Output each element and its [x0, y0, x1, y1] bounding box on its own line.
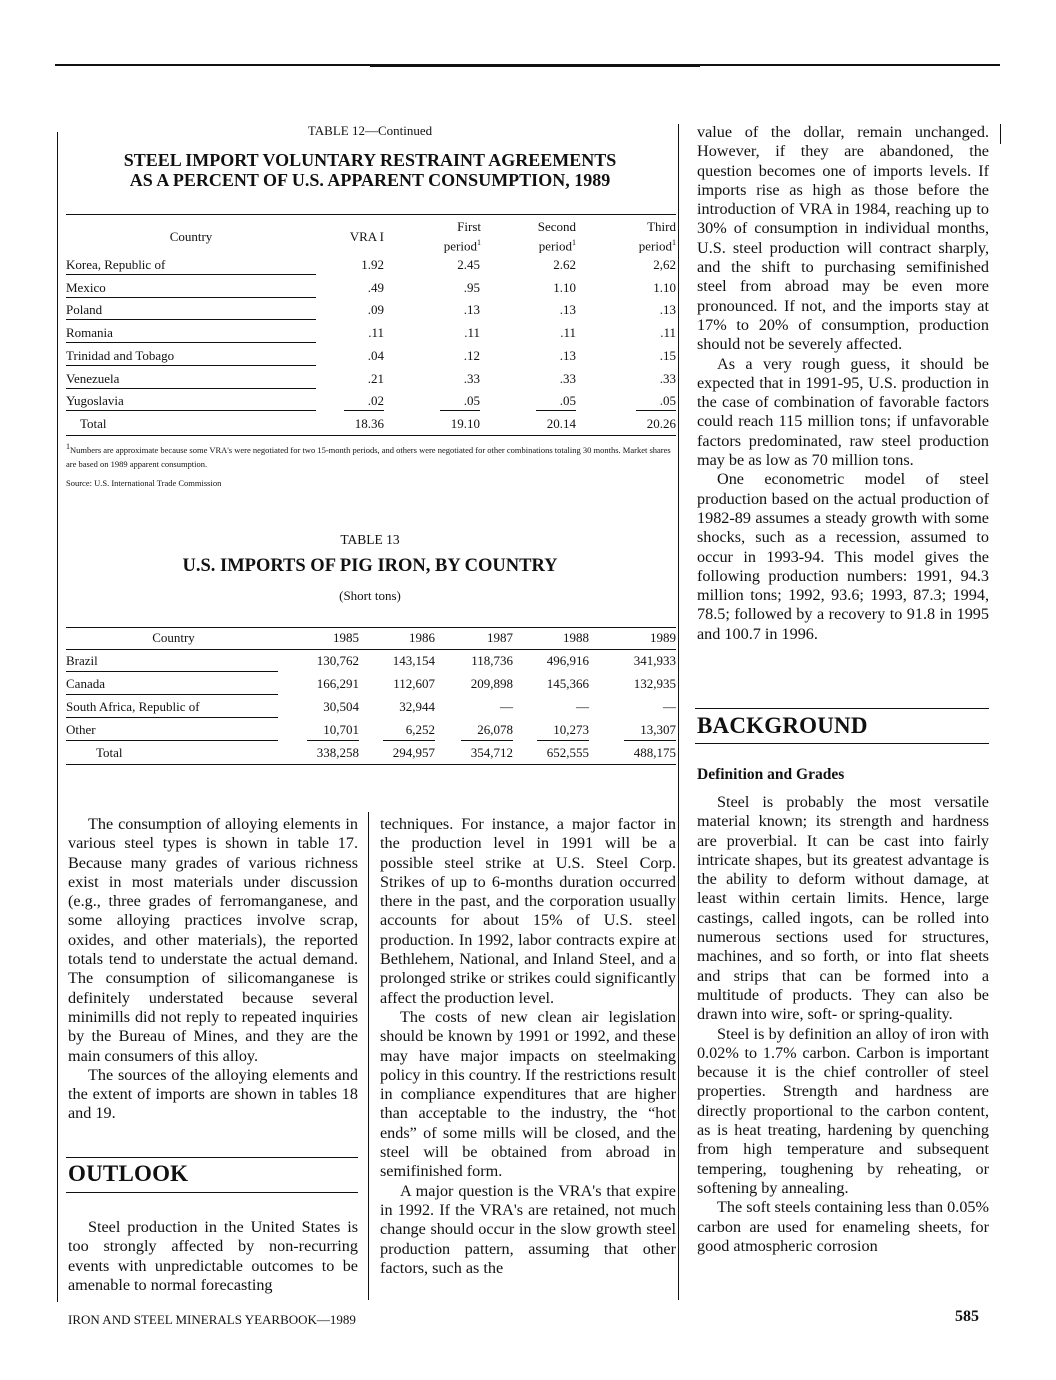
left-column-top [68, 815, 358, 1124]
table12-row [66, 280, 676, 298]
table13-cell-value: 30,504 [323, 699, 359, 714]
table12-row-underline [66, 342, 316, 343]
table13-subtotal-rule [624, 740, 676, 741]
outlook-rule-top [66, 1157, 358, 1158]
table12-header-first: First period$^1$ [443, 219, 481, 254]
table12-cell-third: .33 [659, 370, 676, 386]
table13-top-rule [66, 627, 676, 628]
table12-cell-first: .05 [463, 393, 480, 409]
table12-total-label: Total [80, 416, 107, 431]
table12-cell-third: .15 [659, 347, 676, 363]
table12-row-underline [66, 365, 316, 366]
table12-subtotal-rule [344, 410, 384, 411]
table13-cell-value: 145,366 [546, 676, 589, 691]
table12-subtotal-rule [636, 410, 676, 411]
table12-bottom-rule [66, 435, 676, 436]
table13-subtotal-rule [383, 740, 435, 741]
table13-bottom-rule [66, 764, 676, 765]
table13-cell-value: 26,078 [477, 722, 513, 737]
table12-title-line1: STEEL IMPORT VOLUNTARY RESTRAINT AGREEMENTS [123, 150, 617, 170]
table12-cell-second: 1.10 [553, 279, 576, 295]
table12-row-underline [66, 297, 316, 298]
table12-cell-third: 2,62 [653, 257, 676, 272]
table13-header-country: Country [152, 630, 195, 645]
table13-cell-value: 209,898 [470, 676, 513, 691]
table12-subtotal-rule [440, 410, 480, 411]
table12-header-third: Third period$^1$ [638, 219, 676, 254]
table13-row-underline [66, 740, 278, 741]
table13-cell-value: 10,701 [323, 722, 359, 737]
table12-subtotal-rule [536, 410, 576, 411]
table13-header-year: 1988 [563, 630, 589, 645]
table12-cell-vra1: .11 [368, 325, 384, 341]
table12-header-vra1: VRA I [349, 229, 384, 244]
table13-cell-value: 10,273 [553, 722, 589, 737]
table13-cell-value: 354,712 [470, 745, 513, 760]
middle-paragraph-2: The costs of new clean air legislation should be known by 1991 or 1992, and these may have major impacts on steelmaking policy in this country. If the restrictions result in compliance expenditures that are higher than acceptable to the industry, the “hot ends” of some mills will be closed, and the steel will be obtained from abroad in semifinished form. [380, 1007, 676, 1181]
table12-row-underline [66, 388, 316, 389]
table13-cell-country: South Africa, Republic of [66, 699, 200, 714]
table12-source: Source: U.S. International Trade Commission [66, 478, 222, 488]
table12-cell-second: .05 [559, 393, 576, 409]
table12-cell-vra1: .49 [367, 279, 384, 295]
table13-row-underline [66, 717, 278, 718]
right-paragraph-1: value of the dollar, remain unchanged. However, if they are abandoned, the question becomes one of imports levels. If imports rise as high as those before the introduction of VRA in 1984, reaching up to 30% of consumption in individual months, U.S. steel production will contract sharply, and the shift to purchasing semifinished steel from abroad may be even more pronounced. If not, and the imports stay at 17% to 20% of consumption, production should not be severely affected. [697, 123, 989, 354]
table12-cell-first: .33 [463, 370, 480, 386]
table13-cell-value: 143,154 [392, 653, 435, 668]
table12 [66, 216, 676, 258]
table13-cell-value: 166,291 [316, 676, 359, 691]
middle-paragraph-1: techniques. For instance, a major factor in the production level in 1991 will be a possible steel strike at U.S. Steel Corp. Strikes of up to 6-months duration occurred there in the past, and the corporation usually accounts for about 15% of U.S. steel production. In 1992, labor contracts expire at Bethlehem, National, and Inland Steel, and a prolonged strike or strikes could significantly affect the production level. [380, 815, 676, 1007]
table12-header-country: Country [169, 229, 213, 244]
table13-row [66, 722, 676, 740]
table12-row-underline [66, 410, 316, 411]
table12-cell-country: Romania [66, 325, 113, 341]
table13-header-year: 1986 [409, 630, 435, 645]
table13-cell-value: 652,555 [546, 745, 589, 760]
table12-title-line2: AS A PERCENT OF U.S. APPARENT CONSUMPTION, 1989 [129, 170, 611, 190]
table13-header-rule [66, 649, 676, 650]
table12-cell-second: .33 [559, 370, 576, 386]
definition-subheading: Definition and Grades [697, 766, 845, 783]
table13-cell-value: 341,933 [633, 653, 676, 668]
table12-row [66, 371, 676, 389]
table13-cell-value: 32,944 [399, 699, 435, 714]
table12-cell-second: .13 [559, 347, 576, 363]
table12-cell-first: .13 [463, 302, 480, 318]
left-paragraph-1: The consumption of alloying elements in various steel types is shown in table 17. Because many grades of various richness exist in most materials under discussion (e.g., three grades of ferromanganese, and some alloying practices involve scrap, oxides, and other materials), the reported totals tend to understate the actual demand. The consumption of silicomanganese is definitely understated because several minimills did not reply to repeated inquiries by the Bureau of Mines, and they are the main consumers of this alloy. [68, 815, 358, 1065]
left-paragraph-2: The sources of the alloying elements and the extent of imports are shown in tables 18 and 19. [68, 1065, 358, 1123]
table13-subtotal-rule [461, 740, 513, 741]
table13-cell-value: 496,916 [546, 653, 589, 668]
table13-cell-value: 338,258 [316, 745, 359, 760]
table13-cell-value: 488,175 [633, 745, 676, 760]
table13-cell-country: Brazil [66, 653, 98, 668]
table13-row [66, 699, 676, 717]
table12-row-underline [66, 319, 316, 320]
table13-cell-country: Total [96, 745, 123, 760]
table12-cell-vra1: .04 [367, 347, 384, 363]
right-paragraph-2: As a very rough guess, it should be expected that in 1991-95, U.S. production in the case of combination of favorable factors could reach 115 million tons; if unfavorable factors predominated, raw steel production may be as low as 70 million tons. [697, 354, 989, 470]
table12-row [66, 393, 676, 411]
table12-top-rule [66, 214, 676, 215]
table12-cell-vra1: 1.92 [361, 257, 384, 272]
table12-cell-second: .11 [560, 325, 576, 341]
column-divider-right [678, 124, 679, 1300]
table12-cell-third: .11 [660, 325, 676, 341]
table13-row [66, 653, 676, 671]
table12-total-first: 19.10 [450, 416, 480, 431]
table12-header-second: Second period$^1$ [537, 219, 576, 254]
column-divider-middle [368, 812, 369, 1300]
table13-cell-value: — [500, 699, 513, 714]
table12-cell-third: .05 [659, 393, 676, 409]
table12-row [66, 257, 676, 275]
page-number: 585 [955, 1308, 979, 1325]
outlook-rule-bottom [66, 1192, 358, 1193]
table12-total-vra1: 18.36 [354, 416, 384, 431]
table12-footnote: $^1$Numbers are approximate because some VRA's were negotiated for two 15-month periods, and others were negotiated for other combinations totaling 30 months. Market shares are based on 1989 apparent consumption. [66, 442, 671, 469]
table12-cell-first: .11 [464, 325, 480, 341]
table12-cell-vra1: .21 [367, 370, 384, 386]
right-column-top [697, 123, 989, 644]
table12-cell-country: Yugoslavia [66, 393, 124, 409]
table12-cell-vra1: .02 [367, 393, 384, 409]
table13-row [66, 676, 676, 694]
table12-cell-country: Korea, Republic of [66, 257, 166, 272]
table13-cell-value: — [576, 699, 589, 714]
table12-cell-second: 2.62 [553, 257, 576, 272]
table12-cell-vra1: .09 [367, 302, 384, 318]
table13-row-underline [66, 694, 278, 695]
right-paragraph-3: One econometric model of steel production based on the actual production of 1982-89 assumes a steady growth with some shocks, such as a recession, assumed to occur in 1993-94. This model gives the following production numbers: 1991, 94.3 million tons; 1992, 93.6; 1993, 87.3; 1994, 78.5; followed by a recovery to 91.8 in 1995 and 100.7 in 1996. [697, 470, 989, 643]
table13-header-row [66, 630, 676, 648]
table13-header-year: 1989 [650, 630, 676, 645]
left-paragraph-3: Steel production in the United States is too strongly affected by non-recurring events with unpredictable outcomes to be amenable to normal forecasting [68, 1218, 358, 1294]
background-heading: BACKGROUND [697, 713, 868, 738]
table12-cell-country: Poland [66, 302, 103, 318]
right-column-bottom [697, 793, 989, 1256]
outlook-heading: OUTLOOK [68, 1161, 189, 1186]
table13-total-row [66, 745, 676, 763]
table13-subtotal-rule [307, 740, 359, 741]
table13-cell-value: 118,736 [471, 653, 513, 668]
table13-cell-value: 130,762 [316, 653, 359, 668]
background-rule-bottom [695, 743, 989, 744]
right-paragraph-5: Steel is by definition an alloy of iron with 0.02% to 1.7% carbon. Carbon is important because it is the chief controller of steel properties. Strength and hardness are directly proportional to the carbon content, as is heat treating, hardening by quenching from high temperature and subsequent tempering, toughening by reheating, or softening by annealing. [697, 1024, 989, 1197]
table12-row-underline [66, 274, 316, 275]
table12-cell-first: 2.45 [457, 257, 480, 272]
table13-cell-value: 132,935 [633, 676, 676, 691]
table13-header-year: 1987 [487, 630, 513, 645]
table13-title: U.S. IMPORTS OF PIG IRON, BY COUNTRY [182, 556, 558, 576]
table12-row [66, 325, 676, 343]
right-paragraph-6: The soft steels containing less than 0.05% carbon are used for enameling sheets, for good atmospheric corrosion [697, 1198, 989, 1255]
table13-cell-value: 6,252 [405, 722, 435, 737]
middle-column [380, 815, 676, 1278]
table13-subtotal-rule [537, 740, 589, 741]
table12-row [66, 348, 676, 366]
top-rule-bold [370, 65, 700, 67]
table13-cell-country: Canada [66, 676, 105, 691]
table12-cell-first: .95 [463, 279, 480, 295]
table12-label: TABLE 12—Continued [307, 123, 433, 138]
table13-cell-country: Other [66, 722, 96, 737]
table13-cell-value: 294,957 [392, 745, 435, 760]
table13-label: TABLE 13 [340, 532, 400, 547]
table12-cell-country: Trinidad and Tobago [66, 347, 175, 363]
background-rule-top [695, 708, 989, 709]
table12-row [66, 302, 676, 320]
table13-row-underline [66, 671, 278, 672]
table12-cell-first: .12 [463, 347, 480, 363]
table13-subtitle: (Short tons) [339, 588, 401, 603]
table12-total-row [66, 416, 676, 434]
table13-cell-value: — [663, 699, 676, 714]
table13-header-year: 1985 [333, 630, 359, 645]
table12-cell-third: .13 [659, 302, 676, 318]
table12-cell-country: Mexico [66, 279, 106, 295]
table13-cell-value: 13,307 [640, 722, 676, 737]
left-column-bottom [68, 1218, 358, 1295]
footer-title: IRON AND STEEL MINERALS YEARBOOK—1989 [68, 1312, 356, 1327]
left-margin-rule [57, 132, 58, 1302]
table12-total-second: 20.14 [546, 416, 576, 431]
table12-cell-second: .13 [559, 302, 576, 318]
middle-paragraph-3: A major question is the VRA's that expire in 1992. If the VRA's are retained, not much change should occur in the slow growth steel production pattern, assuming that other factors, such as the [380, 1181, 676, 1277]
table12-cell-third: 1.10 [653, 279, 676, 295]
table12-total-third: 20.26 [646, 416, 676, 431]
right-paragraph-4: Steel is probably the most versatile material known; its strength and hardness are proverbial. It can be cast into fairly intricate shapes, but its greatest advantage is the ability to deform without damage, at least within certain limits. Hence, large castings, called ingots, can be rolled into numerous sections used for structures, machines, and so forth, or into flat sheets and strips that can be formed into a multitude of products. They can also be drawn into wire, soft- or spring-quality. [697, 793, 989, 1024]
column-divider-right-edge [1000, 124, 1001, 144]
table13-cell-value: 112,607 [393, 676, 435, 691]
table12-cell-country: Venezuela [66, 370, 120, 386]
